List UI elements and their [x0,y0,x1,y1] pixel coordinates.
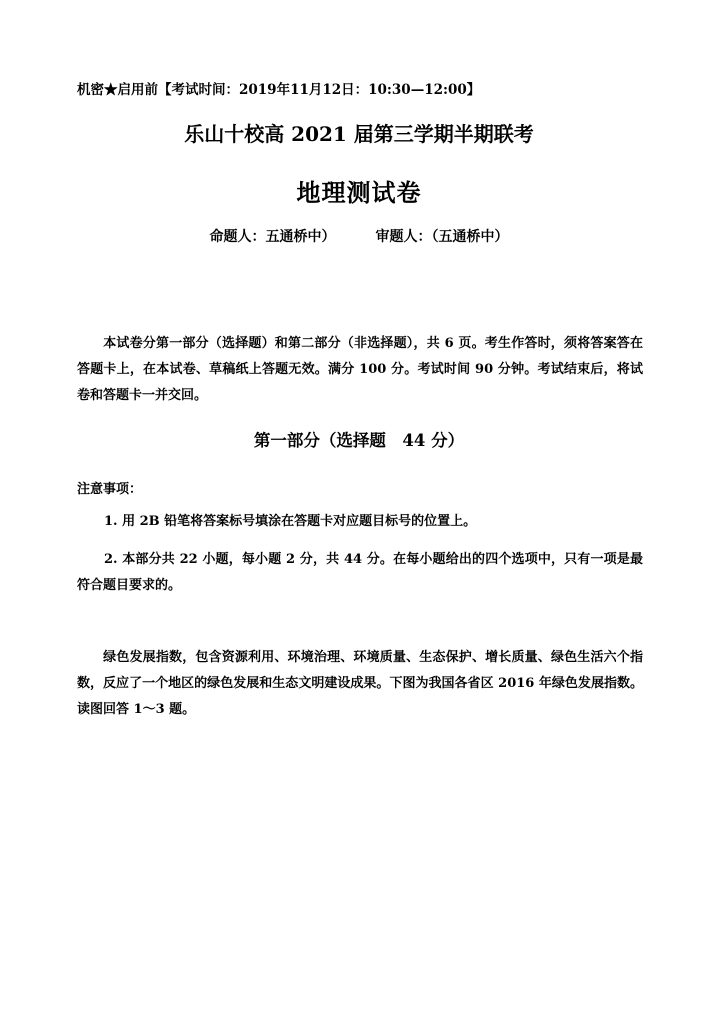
notice-item-1: 1. 用 2B 铅笔将答案标号填涂在答题卡对应题目标号的位置上。 [104,514,477,529]
question-context-paragraph [77,645,643,723]
intro-paragraph [77,331,643,409]
notice-item-2-text: 2. 本部分共 22 小题，每小题 2 分，共 44 分。在每小题给出的四个选项中，只有一项是最符合题目要求的。 [77,552,643,593]
confidential-header: 机密★启用前【考试时间：2019年11月12日：10:30—12:00】 [77,82,481,98]
author-label: 命题人：五通桥中） [209,229,336,245]
intro-text: 本试卷分第一部分（选择题）和第二部分（非选择题），共 6 页。考生作答时，须将答案答在答题卡上，在本试卷、草稿纸上答题无效。满分 100 分。考试时间 90 分钟。考试结束后，将试卷和答题卡一并交回。 [77,336,643,403]
reviewer-label: 审题人：（五通桥中） [375,229,509,245]
question-context-text: 绿色发展指数，包含资源利用、环境治理、环境质量、生态保护、增长质量、绿色生活六个指数，反应了一个地区的绿色发展和生态文明建设成果。下图为我国各省区 2016 年绿色发展指数。读图回答 1～3 题。 [77,650,643,717]
exam-title: 乐山十校高 2021 届第三学期半期联考 [184,122,534,146]
exam-authors [0,226,718,246]
part-one-heading: 第一部分（选择题 44 分） [253,431,465,450]
exam-subject: 地理测试卷 [296,178,422,207]
notice-item-2 [77,547,643,599]
notice-title: 注意事项： [77,482,143,497]
